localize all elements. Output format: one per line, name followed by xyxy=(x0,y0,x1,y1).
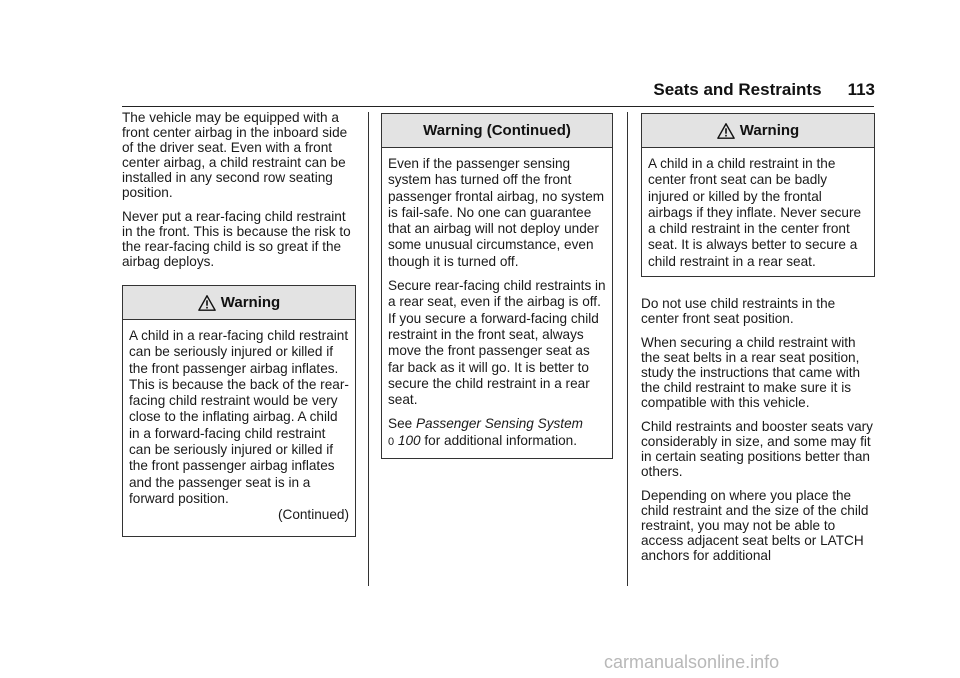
warning-box-continued xyxy=(381,113,613,459)
reference-link[interactable]: Passenger Sensing System xyxy=(415,416,583,432)
cross-reference: See Passenger Sensing System 0 100 for additional information. xyxy=(388,416,583,448)
column-2 xyxy=(381,113,613,459)
page-number: 113 xyxy=(847,80,875,99)
page-header xyxy=(600,80,875,106)
warning-box-rear-facing xyxy=(122,285,356,537)
intro-paragraph: The vehicle may be equipped with a front center airbag in the inboard side of the driver seat. Even with a front center airbag, a child restraint can be installed in any second row seating position. xyxy=(122,110,348,200)
warning-text: A child in a child restraint in the center front seat can be badly injured or killed by the frontal airbags if they inflate. Never secure a child restraint in the center front seat. It is always better to secure a child restraint in a rear seat. xyxy=(648,156,862,269)
warning-header xyxy=(642,114,874,148)
warning-body xyxy=(123,320,355,536)
page-reference-arrow: 0 xyxy=(388,435,395,448)
warning-text: A child in a rear-facing child restraint can be seriously injured or killed if the front passenger airbag inflates. This is because the back of the rear-facing child restraint would be very close to the inflating airbag. A child in a forward-facing child restraint can be seriously injured or killed if the front passenger airbag inflates and the passenger seat is in a forward position. xyxy=(129,328,349,506)
warning-paragraph-2: Secure rear-facing child restraints in a rear seat, even if the airbag is off. If you secure a forward-facing child restraint in the front seat, always move the front passenger seat as far back as it will go. It is better to secure the child restraint in a rear seat. xyxy=(388,278,606,408)
warning-box-center-seat xyxy=(641,113,875,277)
column-1 xyxy=(122,110,356,537)
warning-header xyxy=(382,114,612,148)
warning-paragraph-1: Even if the passenger sensing system has turned off the front passenger frontal airbag, no system is fail-safe. No one can guarantee that an airbag will not deploy under some unusual circumstance, even though it is turned off. xyxy=(388,156,605,269)
reference-page[interactable]: 100 xyxy=(397,432,421,448)
warning-title: Warning xyxy=(220,294,281,311)
warning-triangle-icon xyxy=(717,122,735,140)
continued-label: (Continued) xyxy=(277,507,349,523)
column-3 xyxy=(641,113,875,563)
warning-body xyxy=(642,148,874,276)
booster-seat-paragraph: Child restraints and booster seats vary considerably in size, and some may fit in certain seating positions better than others. xyxy=(641,419,873,480)
watermark-link[interactable]: carmanualsonline.info xyxy=(604,652,780,672)
rear-facing-paragraph: Never put a rear-facing child restraint in the front. This is because the risk to the rear-facing child is so great if the airbag deploys. xyxy=(122,209,351,269)
warning-title: Warning xyxy=(739,122,800,139)
warning-body xyxy=(382,148,612,458)
column-divider-1 xyxy=(368,112,369,586)
center-seat-paragraph: Do not use child restraints in the center front seat position. xyxy=(641,296,836,327)
placement-paragraph: Depending on where you place the child restraint and the size of the child restraint, you may not be able to access adjacent seat belts or LATCH anchors for additional xyxy=(641,488,869,564)
header-rule xyxy=(122,106,874,107)
warning-title: Warning (Continued) xyxy=(423,122,571,139)
seat-belt-paragraph: When securing a child restraint with the seat belts in a rear seat position, study the instructions that came with the child restraint to make sure it is compatible with this vehicle. xyxy=(641,335,861,411)
column-divider-2 xyxy=(627,112,628,586)
warning-header xyxy=(123,286,355,320)
section-title: Seats and Restraints xyxy=(653,80,822,99)
warning-triangle-icon xyxy=(198,294,216,312)
